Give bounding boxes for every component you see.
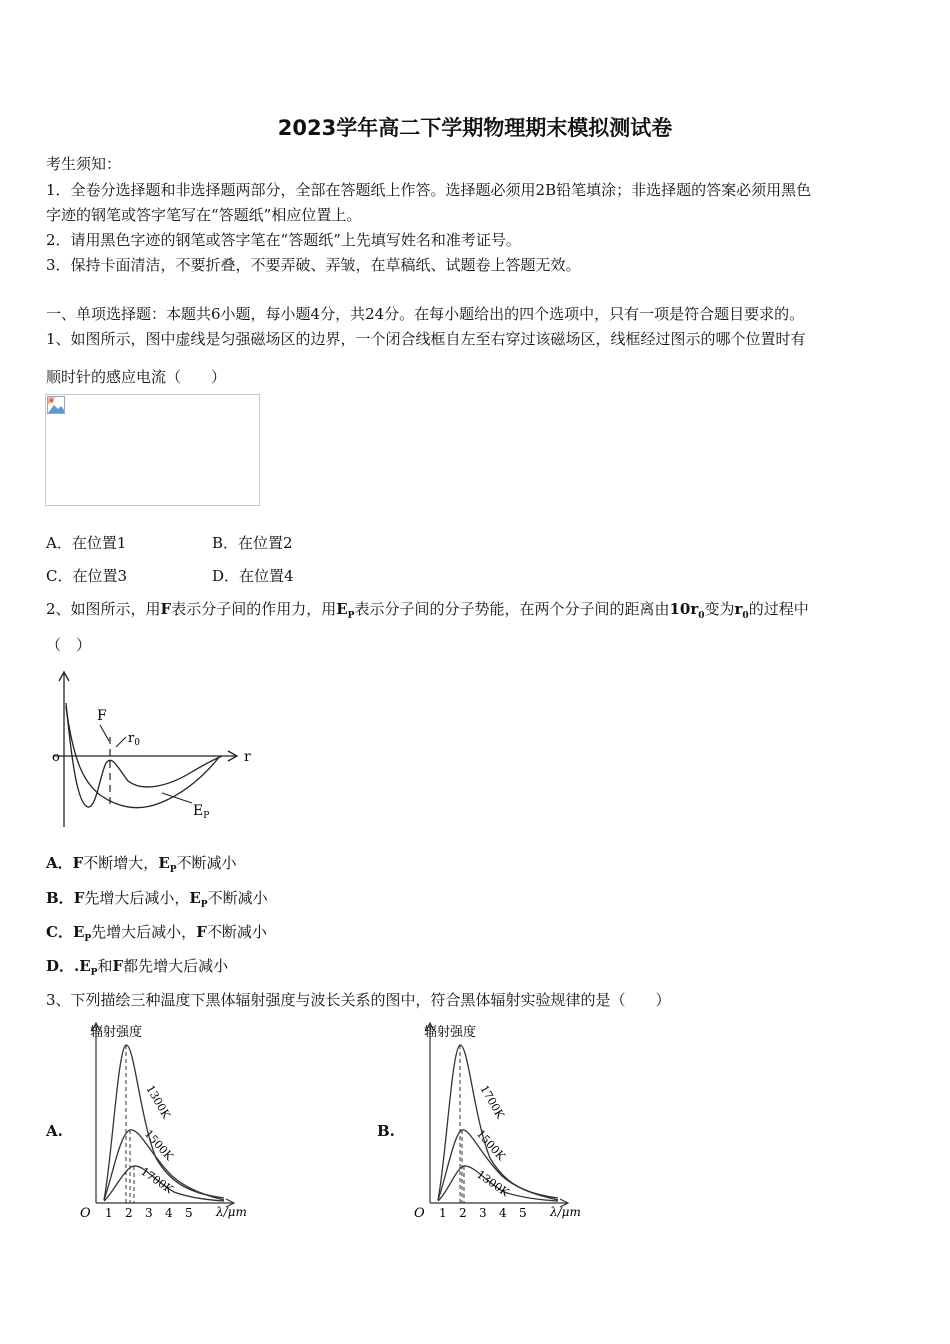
q2-force-energy-graph [40,665,270,835]
q3-graph-a [74,1018,264,1224]
q1-figure-placeholder [45,394,260,506]
force-curve [66,703,222,807]
y-axis-label: 辐射强度 [90,1025,143,1040]
q2-answer-paren: （ ） [46,636,92,654]
tick-label: 1 [439,1206,447,1220]
curve-label-1: 1700K [477,1083,507,1121]
origin-label: O [80,1206,91,1221]
x-unit-label: λ/μm [550,1205,581,1219]
tick-label: 5 [519,1206,527,1220]
tick-label: 4 [165,1206,173,1220]
notice-item: 字迹的钢笔或答字笔写在“答题纸”相应位置上。 [46,206,362,224]
notice-heading: 考生须知： [46,155,122,173]
notice-item: 1．全卷分选择题和非选择题两部分，全部在答题纸上作答。选择题必须用2B铅笔填涂；非选择题的答案必须用黑色 [46,181,812,199]
q1-option-c: C．在位置3 [46,567,128,585]
q1-stem-cont: 顺时针的感应电流（ ） [46,368,227,386]
page-title: 2023学年高二下学期物理期末模拟测试卷 [277,116,673,140]
q1-option-b: B．在位置2 [212,534,293,552]
tick-label: 4 [499,1206,507,1220]
q1-option-a: A．在位置1 [46,534,127,552]
y-axis-label: 辐射强度 [424,1025,477,1040]
q3-option-b-label: B. [377,1122,395,1140]
x-unit-label: λ/μm [216,1205,247,1219]
q2-option-c: C．$E_P$先增大后减小，F不断减小 [46,923,267,944]
force-pointer [100,725,109,741]
q1-stem: 1、如图所示，图中虚线是匀强磁场区的边界，一个闭合线框自左至右穿过该磁场区，线框经过图示的哪个位置时有 [46,330,806,348]
r0-label: $r_0$ [128,731,140,748]
curve-label-2: 1500K [141,1127,176,1163]
origin-label: O [414,1206,425,1221]
notice-item: 2．请用黑色字迹的钢笔或答字笔在“答题纸”上先填写姓名和准考证号。 [46,231,521,249]
curve-high [438,1045,558,1200]
r0-pointer [116,737,126,747]
q2-option-b: B．F先增大后减小，$E_P$不断减小 [46,889,268,910]
notice-item: 3．保持卡面清洁，不要折叠，不要弄破、弄皱，在草稿纸、试题卷上答题无效。 [46,256,581,274]
tick-label: 3 [479,1206,487,1220]
q2-option-a: A．F不断增大，$E_P$不断减小 [46,854,237,875]
r-axis-label: r [244,749,251,765]
q2-option-d: D．$.E_P$和F都先增大后减小 [46,957,229,978]
tick-label: 2 [125,1206,133,1220]
tick-label: 2 [459,1206,467,1220]
tick-label: 5 [185,1206,193,1220]
tick-label: 3 [145,1206,153,1220]
tick-label: 1 [105,1206,113,1220]
curve-label-3: 1700K [138,1164,176,1197]
ep-label: $E_P$ [193,803,210,821]
q2-stem: 2、如图所示，用F表示分子间的作用力，用$E_P$表示分子间的分子势能，在两个分子间的距离由$10r_0$变为$r_0$的过程中 [46,600,809,621]
q3-option-a-label: A. [46,1122,63,1140]
q3-graph-b [408,1018,598,1224]
origin-label: o [52,750,60,765]
curve-label-1: 1300K [143,1083,173,1121]
section-heading: 一、单项选择题：本题共6小题，每小题4分，共24分。在每小题给出的四个选项中，只有一项是符合题目要求的。 [46,305,805,323]
potential-energy-curve [66,707,220,808]
curve-label-3: 1300K [474,1167,512,1200]
q3-stem: 3、下列描绘三种温度下黑体辐射强度与波长关系的图中，符合黑体辐射实验规律的是（ ） [46,991,671,1009]
broken-image-icon [47,396,65,414]
q1-option-d: D．在位置4 [212,567,294,585]
curve-label-2: 1500K [473,1127,508,1163]
force-label: F [97,708,107,724]
